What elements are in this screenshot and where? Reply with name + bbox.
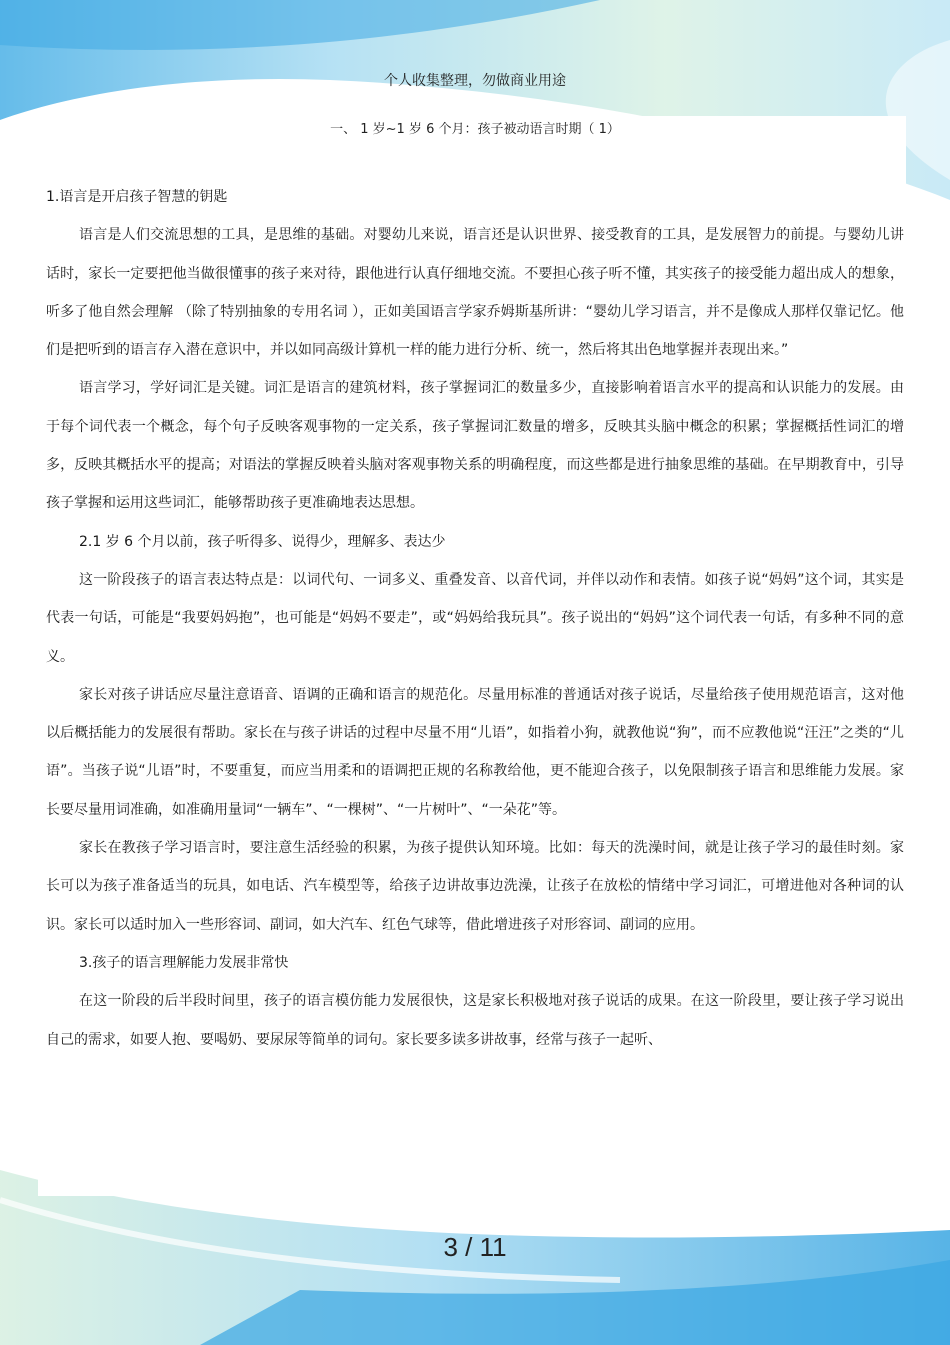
paragraph: 语言是人们交流思想的工具，是思维的基础。对婴幼儿来说，语言还是认识世界、接受教育的工具，是发展智力的前提。与婴幼儿讲话时，家长一定要把他当做很懂事的孩子来对待，跟他进行认真仔细地交流。不要担心孩子听不懂，其实孩子的接受能力超出成人的想象， 听多了他自然会理解 （除了特别抽象的专用名词 ），正如美国语言学家乔姆斯基所讲：“婴幼儿学习语言，并不是像成人那样仅靠记忆。他们是把听到的语言存入潜在意识中，并以如同高级计算机一样的能力进行分析、统一，然后将其出色地掌握并表现出来。”	[46, 227, 904, 359]
header-note: 个人收集整理，勿做商业用途	[384, 73, 566, 89]
section-heading: 2.1 岁 6 个月以前，孩子听得多、说得少，理解多、表达少	[79, 533, 446, 550]
document-title: 一、 1 岁~1 岁 6 个月：孩子被动语言时期（ 1）	[330, 122, 620, 137]
section-heading: 3.孩子的语言理解能力发展非常快	[79, 954, 289, 971]
paragraph: 在这一阶段的后半段时间里，孩子的语言模仿能力发展很快，这是家长积极地对孩子说话的成果。在这一阶段里，要让孩子学习说出自己的需求，如要人抱、要喝奶、要尿尿等简单的词句。家长要多读多讲故事，经常与孩子一起听、	[46, 993, 904, 1048]
document-body	[46, 178, 904, 1059]
paragraph: 语言学习，学好词汇是关键。词汇是语言的建筑材料，孩子掌握词汇的数量多少，直接影响着语言水平的提高和认识能力的发展。由于每个词代表一个概念，每个句子反映客观事物的一定关系，孩子掌握词汇数量的增多，反映其头脑中概念的积累；掌握概括性词汇的增多，反映其概括水平的提高；对语法的掌握反映着头脑对客观事物关系的明确程度，而这些都是进行抽象思维的基础。在早期教育中，引导孩子掌握和运用这些词汇，能够帮助孩子更准确地表达思想。	[46, 380, 904, 512]
section-heading: 1.语言是开启孩子智慧的钥匙	[46, 189, 228, 205]
paragraph: 家长在教孩子学习语言时，要注意生活经验的积累，为孩子提供认知环境。比如：每天的洗澡时间，就是让孩子学习的最佳时刻。家长可以为孩子准备适当的玩具，如电话、汽车模型等，给孩子边讲故事边洗澡，让孩子在放松的情绪中学习词汇，可增进他对各种词的认识。家长可以适时加入一些形容词、副词，如大汽车、红色气球等，借此增进孩子对形容词、副词的应用。	[46, 840, 904, 933]
paragraph: 这一阶段孩子的语言表达特点是：以词代句、一词多义、重叠发音、以音代词，并伴以动作和表情。如孩子说“妈妈”这个词，其实是代表一句话，可能是“我要妈妈抱”，也可能是“妈妈不要走”，或“妈妈给我玩具”。孩子说出的“妈妈”这个词代表一句话，有多种不同的意义。	[46, 571, 904, 665]
paragraph: 家长对孩子讲话应尽量注意语音、语调的正确和语言的规范化。尽量用标准的普通话对孩子说话，尽量给孩子使用规范语言，这对他以后概括能力的发展很有帮助。家长在与孩子讲话的过程中尽量不用“儿语”，如指着小狗，就教他说“狗”，而不应教他说“汪汪”之类的“儿语”。当孩子说“儿语”时，不要重复，而应当用柔和的语调把正规的名称教给他，更不能迎合孩子，以免限制孩子语言和思维能力发展。家长要尽量用词准确，如准确用量词“一辆车”、“一棵树”、“一片树叶”、“一朵花”等。	[46, 686, 904, 818]
page-number: 3 / 11	[443, 1232, 507, 1262]
